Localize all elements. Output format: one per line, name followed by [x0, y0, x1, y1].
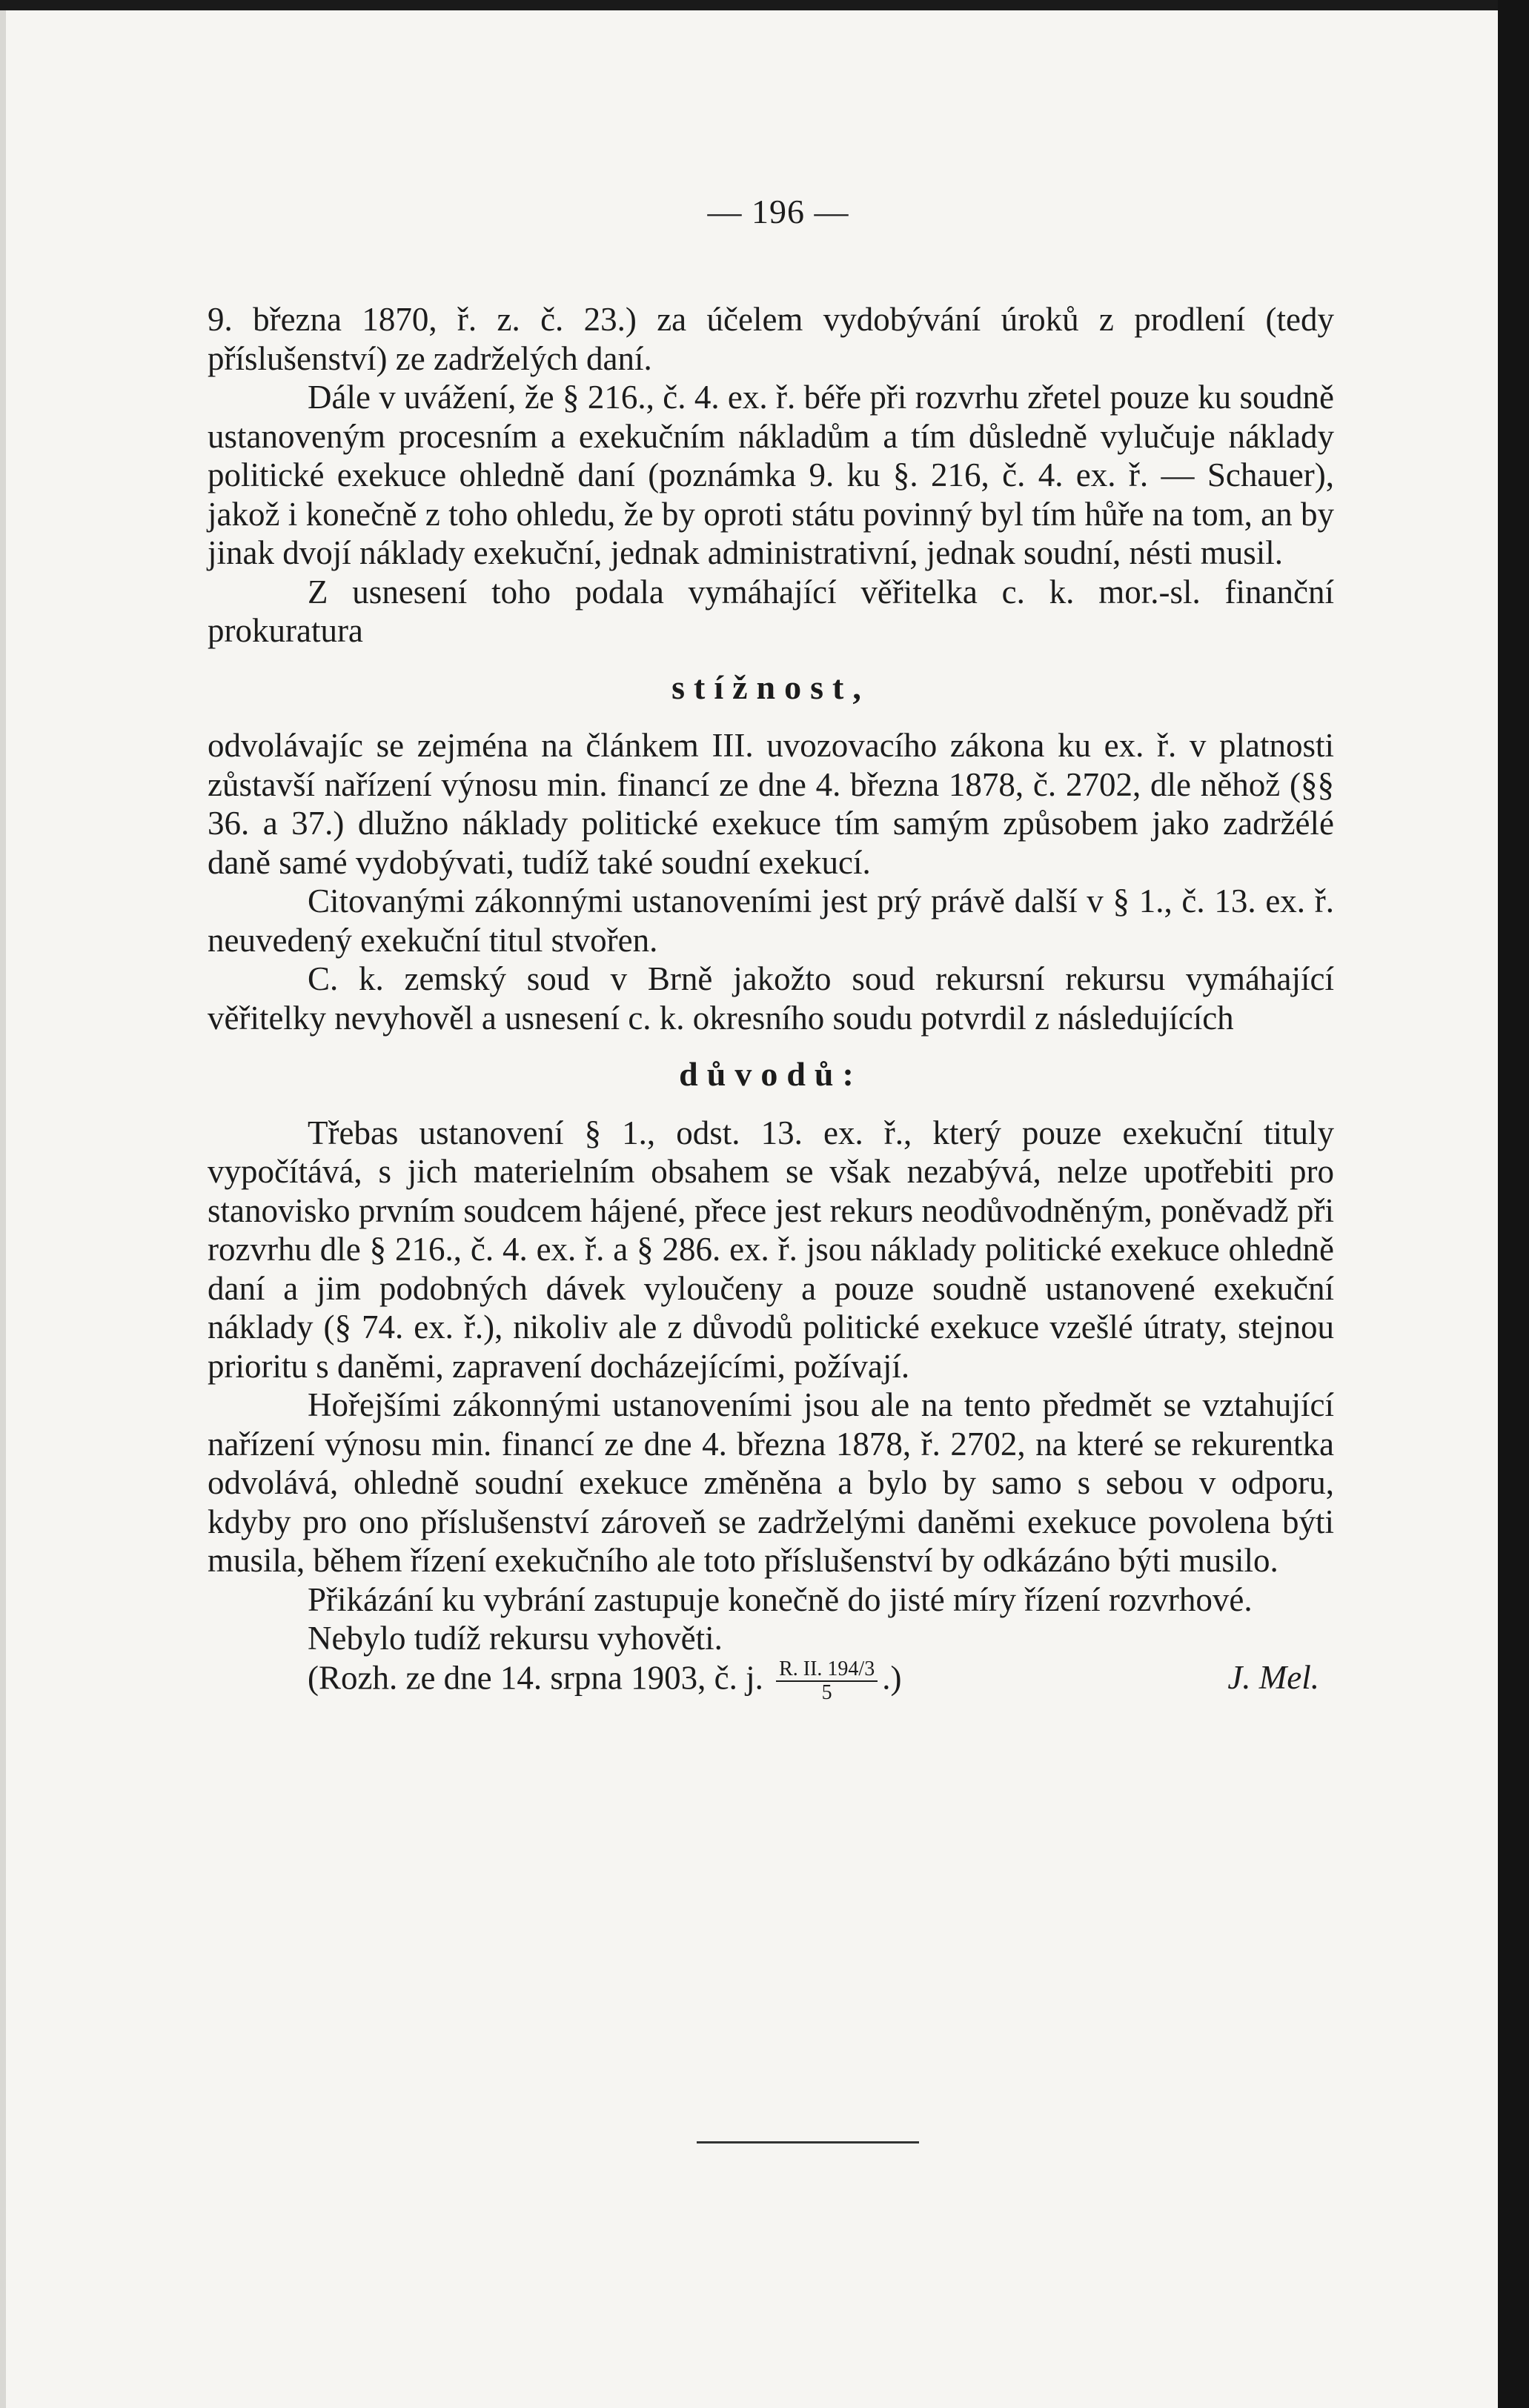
paragraph: Z usnesení toho podala vymáhající věřitelka c. k. mor.-sl. finanční prokuratura — [208, 573, 1334, 649]
paragraph: Dále v uvážení, že § 216., č. 4. ex. ř. béře při rozvrhu zřetel pouze ku soudně ustanoveným procesním a exekučním nákladům a tím důsledně vylučuje náklady politické exekuce ohledně daní (poznámka 9. ku §. 216, č. 4. ex. ř. — Schauer), jakož i konečně z toho ohledu, že by oproti státu povinný byl tím hůře na tom, an by jinak dvojí náklady exekuční, jednak administrativní, jednak soudní, nésti musil. — [208, 379, 1334, 571]
page-number: — 196 — — [707, 193, 849, 230]
signature: J. Mel. — [1227, 1658, 1319, 1696]
section-appeal — [208, 726, 1334, 1037]
citation-prefix: (Rozh. ze dne 14. srpna 1903, č. j. — [308, 1658, 763, 1696]
citation-fraction — [776, 1658, 878, 1704]
paragraph: Nebylo tudíž rekursu vyhověti. — [308, 1620, 723, 1657]
heading-reasons: důvodů: — [679, 1055, 863, 1093]
paragraph: Třebas ustanovení § 1., odst. 13. ex. ř., který pouze exekuční tituly vypočítává, s jich materielním obsahem se však nezabývá, nelze upotřebiti pro stanovisko prvním soudcem hájené, přece jest rekurs neodůvodněným, poněvadž při rozvrhu dle § 216., č. 4. ex. ř. a § 286. ex. ř. jsou náklady politické exekuce ohledně daní a jim podobných dávek vyloučeny a pouze soudně ustanovené exekuční náklady (§ 74. ex. ř.), nikoliv ale z důvodů politické exekuce vzešlé útraty, stejnou prioritu s daněmi, zapravení docházejícími, požívají. — [208, 1114, 1334, 1385]
paragraph: Přikázání ku vybrání zastupuje konečně do jisté míry řízení rozvrhové. — [308, 1580, 1253, 1618]
end-rule-divider — [697, 2141, 919, 2143]
section-facts — [208, 300, 1334, 651]
citation-suffix: .) — [882, 1658, 902, 1696]
fraction-denominator: 5 — [821, 1680, 832, 1704]
paragraph: odvolávajíc se zejména na článkem III. uvozovacího zákona ku ex. ř. v platnosti zůstavší nařízení výnosu min. financí ze dne 4. března 1878, č. 2702, dle něhož (§§ 36. a 37.) dlužno náklady politické exekuce tím samým způsobem jako zadržélé daně samé vydobývati, tudíž také soudní exekucí. — [208, 727, 1334, 881]
paragraph: Hořejšími zákonnými ustanoveními jsou ale na tento předmět se vztahující nařízení výnosu min. financí ze dne 4. března 1878, ř. 2702, na které se rekurentka odvolává, ohledně soudní exekuce změněna a bylo by samo s sebou v odporu, kdyby pro ono příslušenství zároveň se zadrželými daněmi exekuce povolena býti musila, během řízení exekučního ale toto příslušenství by odkázáno býti musilo. — [208, 1386, 1334, 1579]
document-body — [208, 300, 1334, 1704]
paragraph: C. k. zemský soud v Brně jakožto soud rekursní rekursu vymáhající věřitelky nevyhověl a usnesení c. k. okresního soudu potvrdil z následujících — [208, 960, 1334, 1037]
citation-text — [308, 1658, 901, 1704]
section-reasons — [208, 1114, 1334, 1658]
scan-top-border — [0, 0, 1529, 10]
scan-left-edge — [0, 10, 6, 2408]
paragraph: Citovanými zákonnými ustanoveními jest prý právě další v § 1., č. 13. ex. ř. neuvedený exekuční titul stvořen. — [208, 882, 1334, 959]
paragraph: 9. března 1870, ř. z. č. 23.) za účelem vydobývání úroků z prodlení (tedy příslušenství) ze zadrželých daní. — [208, 301, 1334, 377]
fraction-numerator: R. II. 194/3 — [776, 1658, 878, 1682]
scan-right-border — [1498, 0, 1529, 2408]
heading-complaint: stížnost, — [671, 668, 870, 706]
closing-citation — [208, 1658, 1334, 1704]
